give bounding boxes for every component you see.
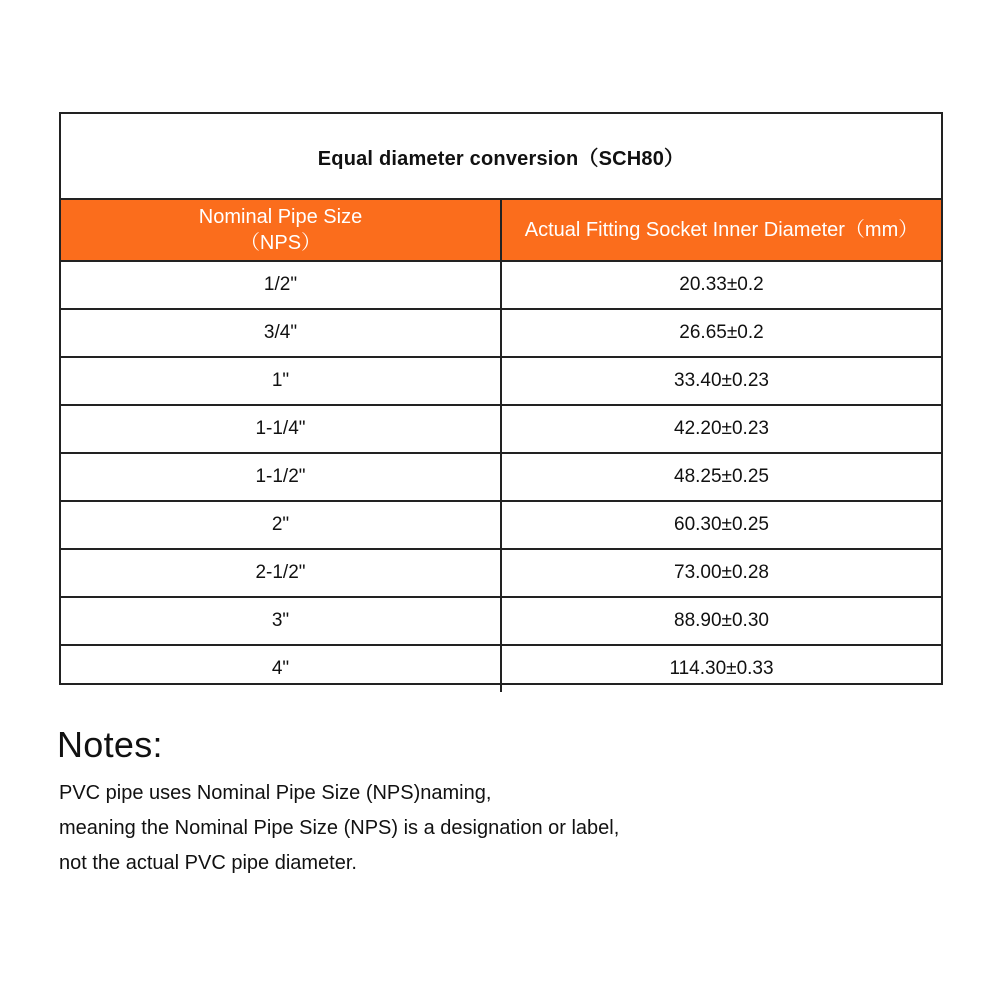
nps-cell: 2-1/2" [61, 549, 501, 597]
diameter-cell: 48.25±0.25 [501, 453, 941, 501]
diameter-cell: 26.65±0.2 [501, 309, 941, 357]
nps-cell: 3" [61, 597, 501, 645]
header-nominal-pipe-size [61, 199, 501, 261]
nps-cell: 1/2" [61, 261, 501, 309]
diameter-cell: 42.20±0.23 [501, 405, 941, 453]
conversion-table [61, 114, 941, 692]
diameter-cell: 114.30±0.33 [501, 645, 941, 692]
table-header-row [61, 199, 941, 261]
header-nps-line1: Nominal Pipe Size [198, 206, 363, 228]
notes-line: meaning the Nominal Pipe Size (NPS) is a designation or label, [59, 817, 620, 839]
header-nps-line2: （NPS） [239, 232, 322, 254]
nps-cell: 1-1/2" [61, 453, 501, 501]
notes-line: not the actual PVC pipe diameter. [59, 852, 357, 874]
nps-cell: 4" [61, 645, 501, 692]
table-row [61, 453, 941, 501]
diameter-cell: 60.30±0.25 [501, 501, 941, 549]
header-actual-diameter: Actual Fitting Socket Inner Diameter（mm） [501, 199, 941, 261]
notes-title: Notes: [57, 724, 163, 765]
table-row [61, 549, 941, 597]
table-title: Equal diameter conversion（SCH80） [61, 114, 941, 199]
table-row [61, 645, 941, 692]
table-row [61, 309, 941, 357]
table-row [61, 597, 941, 645]
diameter-cell: 20.33±0.2 [501, 261, 941, 309]
table-row [61, 357, 941, 405]
diameter-cell: 88.90±0.30 [501, 597, 941, 645]
nps-cell: 1" [61, 357, 501, 405]
table-title-row [61, 114, 941, 199]
table-row [61, 501, 941, 549]
conversion-table-container [59, 112, 943, 685]
diameter-cell: 33.40±0.23 [501, 357, 941, 405]
nps-cell: 3/4" [61, 309, 501, 357]
nps-cell: 1-1/4" [61, 405, 501, 453]
notes-line: PVC pipe uses Nominal Pipe Size (NPS)naming, [59, 782, 492, 804]
table-row [61, 261, 941, 309]
table-row [61, 405, 941, 453]
notes-section [57, 724, 937, 881]
diameter-cell: 73.00±0.28 [501, 549, 941, 597]
nps-cell: 2" [61, 501, 501, 549]
